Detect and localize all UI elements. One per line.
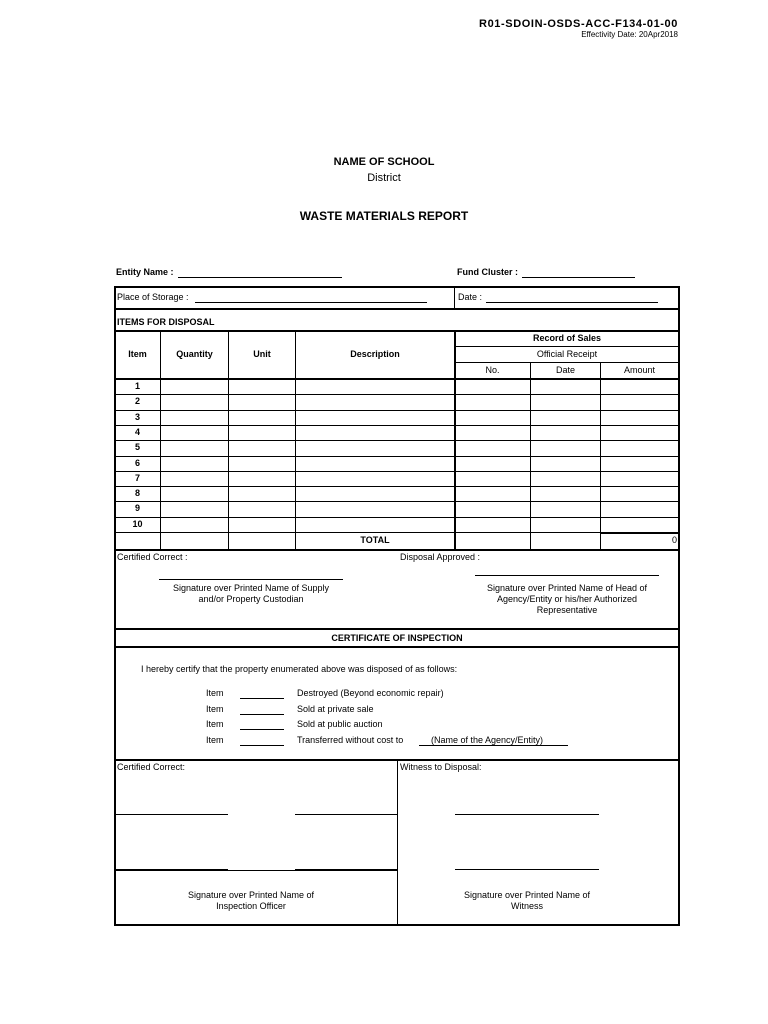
witness-to-disposal-label: Witness to Disposal: (400, 762, 482, 772)
col-no-header: No. (485, 365, 500, 375)
divider (454, 286, 455, 308)
row-divider (114, 532, 680, 533)
disposal-approved-label: Disposal Approved : (400, 552, 481, 562)
row-divider (114, 440, 680, 441)
row-divider (114, 501, 680, 502)
witness-caption-2: Witness (510, 901, 543, 911)
inspector-signature-line-2[interactable] (295, 814, 397, 815)
row-divider (114, 486, 680, 487)
inspection-statement: I hereby certify that the property enumerated above was disposed of as follows: (141, 664, 458, 674)
row-divider (114, 517, 680, 518)
item-blank[interactable] (240, 745, 284, 746)
divider (600, 533, 679, 534)
head-signature-line[interactable] (475, 575, 659, 576)
items-for-disposal-title: ITEMS FOR DISPOSAL (117, 317, 215, 327)
divider (114, 308, 680, 310)
witness-signature-line-2[interactable] (455, 869, 599, 870)
divider (114, 330, 680, 332)
form-code: R01-SDOIN-OSDS-ACC-F134-01-00 (479, 18, 678, 30)
effectivity-date: Effectivity Date: 20Apr2018 (581, 30, 678, 39)
certified-correct-label: Certified Correct : (117, 552, 188, 562)
row-divider (114, 425, 680, 426)
place-of-storage-field[interactable] (195, 302, 427, 303)
item-label: Item (206, 688, 224, 698)
row-divider (114, 456, 680, 457)
entity-name-label: Entity Name : (116, 267, 174, 277)
total-value: 0 (672, 535, 678, 545)
custodian-signature-caption-2: and/or Property Custodian (198, 594, 304, 604)
head-signature-caption-3: Representative (536, 605, 598, 615)
inspection-officer-caption-2: Inspection Officer (216, 901, 286, 911)
record-of-sales-header: Record of Sales (532, 333, 602, 343)
row-item-number: 7 (134, 472, 140, 483)
row-divider (114, 410, 680, 411)
official-receipt-header: Official Receipt (536, 349, 598, 359)
report-title: WASTE MATERIALS REPORT (299, 209, 469, 223)
col-amount-header: Amount (623, 365, 656, 375)
fund-cluster-label: Fund Cluster : (457, 267, 518, 277)
agency-placeholder: (Name of the Agency/Entity) (431, 735, 544, 745)
row-divider (114, 471, 680, 472)
item-blank[interactable] (240, 729, 284, 730)
disposal-option-text: Destroyed (Beyond economic repair) (297, 688, 444, 698)
disposal-option-text: Sold at private sale (297, 704, 374, 714)
place-of-storage-label: Place of Storage : (117, 292, 189, 302)
divider (397, 760, 398, 924)
row-item-number: 2 (134, 396, 140, 407)
inspector-signature-line-4[interactable] (295, 869, 397, 870)
item-blank[interactable] (240, 714, 284, 715)
inspection-officer-caption-1: Signature over Printed Name of (187, 890, 315, 900)
inspector-signature-line-3[interactable] (115, 869, 228, 870)
divider (115, 870, 397, 871)
total-label: TOTAL (360, 535, 390, 545)
item-label: Item (206, 704, 224, 714)
col-date-header: Date (555, 365, 575, 375)
item-label: Item (206, 719, 224, 729)
custodian-signature-caption-1: Signature over Printed Name of Supply (172, 583, 330, 593)
district-name: District (367, 172, 401, 184)
date-field[interactable] (486, 302, 658, 303)
disposal-option-text: Transferred without cost to (297, 735, 404, 745)
row-item-number: 10 (132, 518, 143, 529)
col-quantity-header: Quantity (176, 349, 213, 359)
head-signature-caption-1: Signature over Printed Name of Head of (486, 583, 648, 593)
row-item-number: 4 (134, 426, 140, 437)
school-name: NAME OF SCHOOL (333, 156, 435, 168)
row-item-number: 1 (134, 381, 140, 391)
row-item-number: 6 (134, 457, 140, 468)
agency-blank[interactable] (419, 745, 568, 746)
row-item-number: 5 (134, 442, 140, 453)
witness-signature-line-1[interactable] (455, 814, 599, 815)
col-description-header: Description (350, 349, 400, 359)
witness-caption-1: Signature over Printed Name of (463, 890, 591, 900)
item-label: Item (206, 735, 224, 745)
row-item-number: 8 (134, 488, 140, 499)
divider (114, 628, 680, 630)
inspection-certified-correct-label: Certified Correct: (117, 762, 186, 772)
certificate-of-inspection-title: CERTIFICATE OF INSPECTION (331, 633, 463, 643)
custodian-signature-line[interactable] (159, 579, 343, 580)
head-signature-caption-2: Agency/Entity or his/her Authorized (496, 594, 638, 604)
row-item-number: 3 (134, 411, 140, 422)
col-unit-header: Unit (253, 349, 271, 359)
divider (114, 549, 680, 551)
col-item-header: Item (128, 349, 147, 359)
row-item-number: 9 (134, 503, 140, 514)
item-blank[interactable] (240, 698, 284, 699)
row-divider (114, 394, 680, 395)
fund-cluster-field[interactable] (522, 277, 635, 278)
date-label: Date : (458, 292, 483, 302)
inspector-signature-line-1[interactable] (115, 814, 228, 815)
disposal-option-text: Sold at public auction (297, 719, 383, 729)
entity-name-field[interactable] (178, 277, 342, 278)
divider (114, 646, 680, 648)
